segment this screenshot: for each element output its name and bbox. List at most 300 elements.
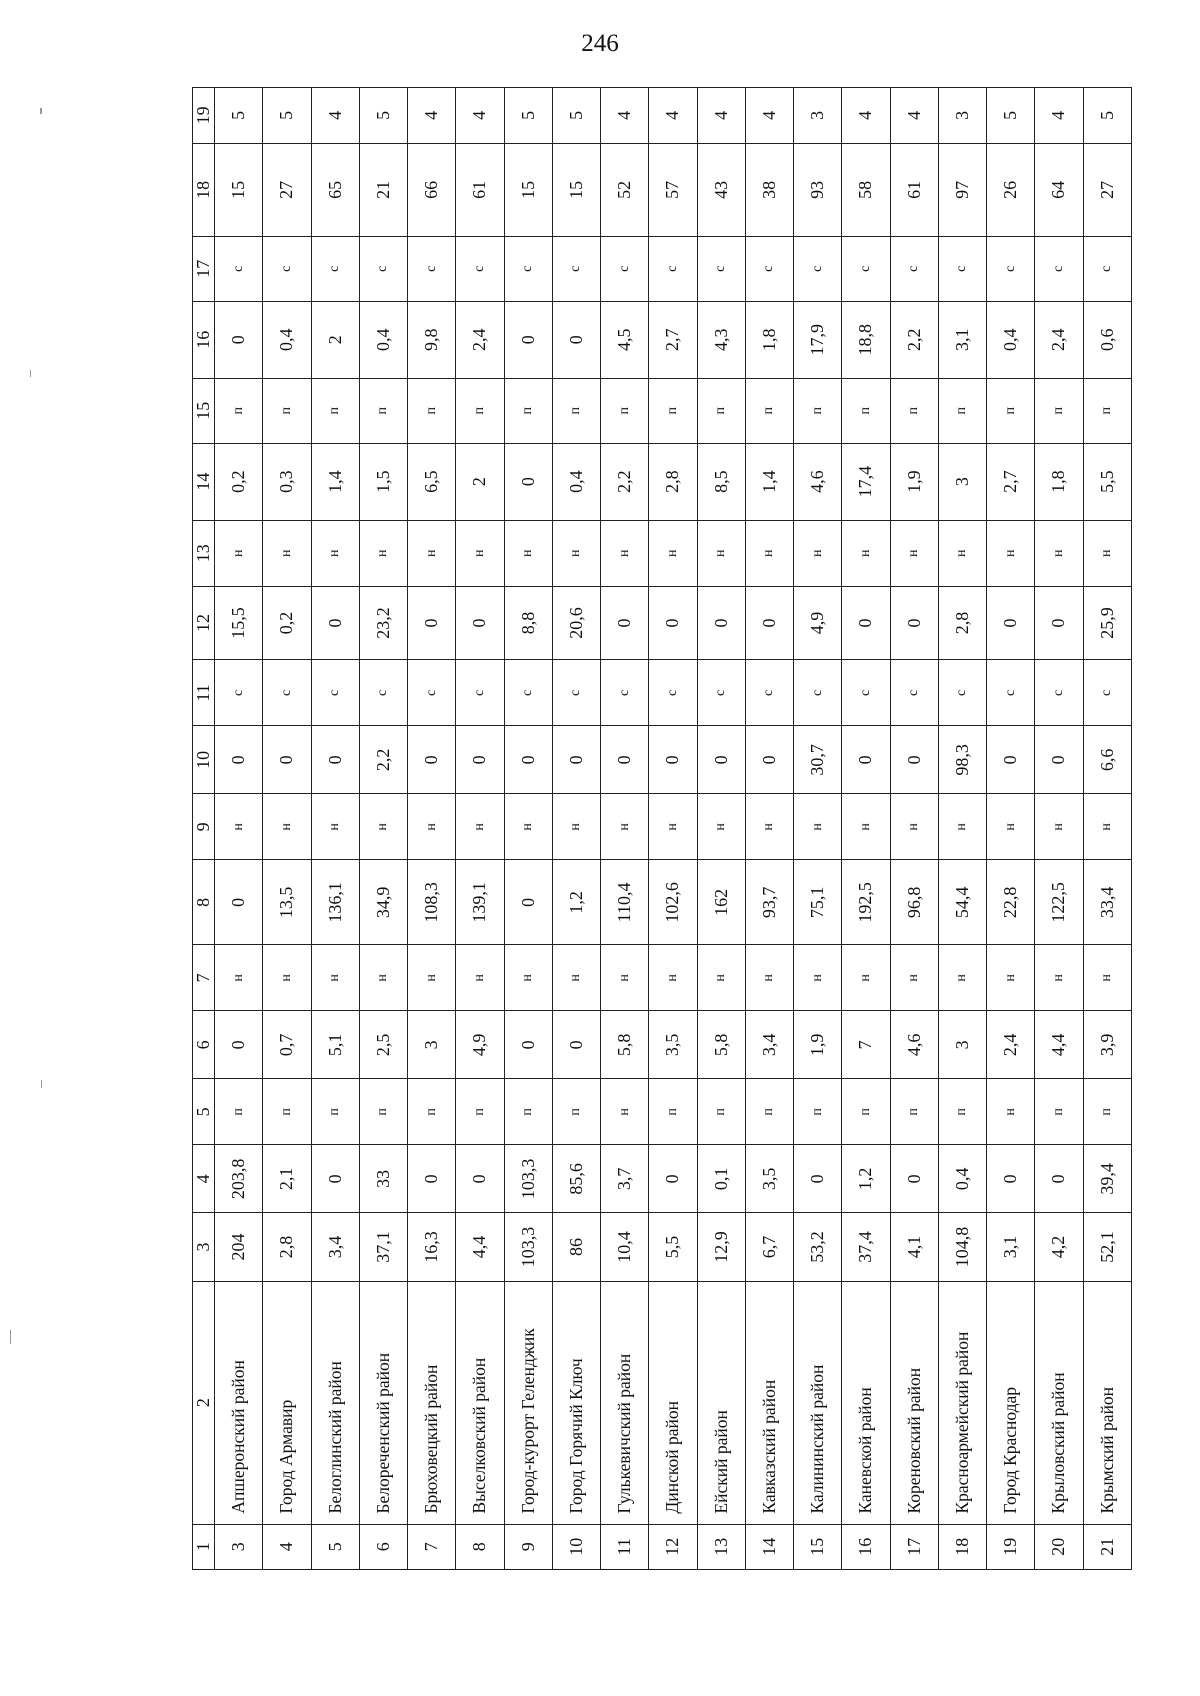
table-cell: 103,3 bbox=[504, 1213, 552, 1281]
table-cell: 0,1 bbox=[697, 1145, 745, 1213]
table-cell: 30,7 bbox=[794, 726, 842, 794]
table-cell: 0 bbox=[649, 726, 697, 794]
table-cell: 2,2 bbox=[890, 301, 938, 378]
table-cell: с bbox=[408, 236, 456, 301]
table-cell: н bbox=[263, 945, 311, 1011]
table-cell: 0 bbox=[890, 726, 938, 794]
district-name-cell: Выселковский район bbox=[456, 1281, 504, 1524]
column-header-7: 7 bbox=[193, 945, 215, 1011]
table-cell: н bbox=[987, 1079, 1035, 1145]
table-row bbox=[1035, 88, 1083, 1570]
table-cell: с bbox=[359, 236, 407, 301]
table-cell: 0 bbox=[263, 726, 311, 794]
table-cell: н bbox=[311, 794, 359, 860]
district-name-cell: Апшеронский район bbox=[215, 1281, 263, 1524]
table-cell: 5,1 bbox=[311, 1011, 359, 1079]
table-cell: 0 bbox=[504, 301, 552, 378]
scan-speck bbox=[40, 108, 42, 114]
table-cell: 15 bbox=[215, 143, 263, 236]
table-cell: н bbox=[504, 945, 552, 1011]
table-row bbox=[890, 88, 938, 1570]
table-cell: 61 bbox=[890, 143, 938, 236]
table-cell: н bbox=[456, 945, 504, 1011]
table-cell: 37,1 bbox=[359, 1213, 407, 1281]
table-cell: п bbox=[697, 378, 745, 443]
table-cell: 2,2 bbox=[359, 726, 407, 794]
table-cell: 14 bbox=[745, 1524, 793, 1569]
table-cell: с bbox=[359, 660, 407, 726]
table-cell: с bbox=[1035, 660, 1083, 726]
table-cell: 0 bbox=[504, 726, 552, 794]
table-cell: п bbox=[649, 1079, 697, 1145]
table-cell: 33 bbox=[359, 1145, 407, 1213]
table-cell: н bbox=[1083, 945, 1132, 1011]
table-cell: 162 bbox=[697, 860, 745, 945]
table-cell: 86 bbox=[552, 1213, 600, 1281]
table-cell: н bbox=[408, 794, 456, 860]
table-cell: 4,6 bbox=[890, 1011, 938, 1079]
table-cell: 0,6 bbox=[1083, 301, 1132, 378]
table-cell: 4,2 bbox=[1035, 1213, 1083, 1281]
district-name-cell: Красноармейский район bbox=[938, 1281, 986, 1524]
table-cell: 104,8 bbox=[938, 1213, 986, 1281]
table-cell: н bbox=[649, 794, 697, 860]
table-cell: 4,9 bbox=[456, 1011, 504, 1079]
table-cell: 3 bbox=[215, 1524, 263, 1569]
table-cell: 0,3 bbox=[263, 443, 311, 520]
table-cell: с bbox=[890, 660, 938, 726]
table-cell: н bbox=[649, 520, 697, 586]
table-cell: с bbox=[456, 660, 504, 726]
table-cell: с bbox=[215, 236, 263, 301]
table-cell: 0 bbox=[552, 1011, 600, 1079]
table-cell: 2,5 bbox=[359, 1011, 407, 1079]
table-cell: 15,5 bbox=[215, 586, 263, 660]
table-cell: 43 bbox=[697, 143, 745, 236]
table-row bbox=[215, 88, 263, 1570]
table-cell: 4,9 bbox=[794, 586, 842, 660]
table-cell: н bbox=[938, 520, 986, 586]
table-cell: 93 bbox=[794, 143, 842, 236]
table-cell: 53,2 bbox=[794, 1213, 842, 1281]
table-cell: 3 bbox=[938, 88, 986, 144]
table-cell: 5 bbox=[1083, 88, 1132, 144]
district-name-cell: Город-курорт Геленджик bbox=[504, 1281, 552, 1524]
table-cell: 0 bbox=[987, 726, 1035, 794]
table-cell: п bbox=[745, 1079, 793, 1145]
table-cell: 3 bbox=[938, 443, 986, 520]
table-cell: 1,8 bbox=[1035, 443, 1083, 520]
table-cell: п bbox=[263, 1079, 311, 1145]
table-cell: 4,6 bbox=[794, 443, 842, 520]
table-cell: 27 bbox=[1083, 143, 1132, 236]
table-cell: 64 bbox=[1035, 143, 1083, 236]
table-cell: н bbox=[842, 794, 890, 860]
table-cell: с bbox=[601, 236, 649, 301]
table-cell: с bbox=[842, 236, 890, 301]
table-cell: с bbox=[601, 660, 649, 726]
table-cell: н bbox=[263, 520, 311, 586]
table-cell: 33,4 bbox=[1083, 860, 1132, 945]
table-cell: 139,1 bbox=[456, 860, 504, 945]
table-cell: 0 bbox=[504, 1011, 552, 1079]
table-cell: 103,3 bbox=[504, 1145, 552, 1213]
table-cell: п bbox=[1035, 1079, 1083, 1145]
table-cell: 4 bbox=[456, 88, 504, 144]
table-cell: с bbox=[311, 236, 359, 301]
table-row bbox=[263, 88, 311, 1570]
table-cell: 0 bbox=[215, 726, 263, 794]
table-row bbox=[601, 88, 649, 1570]
column-header-12: 12 bbox=[193, 586, 215, 660]
table-cell: 4 bbox=[263, 1524, 311, 1569]
table-cell: п bbox=[552, 378, 600, 443]
table-cell: 15 bbox=[552, 143, 600, 236]
table-cell: 0,4 bbox=[938, 1145, 986, 1213]
table-cell: п bbox=[987, 378, 1035, 443]
column-header-14: 14 bbox=[193, 443, 215, 520]
table-cell: 38 bbox=[745, 143, 793, 236]
column-header-5: 5 bbox=[193, 1079, 215, 1145]
table-cell: с bbox=[794, 660, 842, 726]
table-cell: н bbox=[1035, 945, 1083, 1011]
table-cell: н bbox=[842, 945, 890, 1011]
table-cell: 0 bbox=[456, 1145, 504, 1213]
table-row bbox=[745, 88, 793, 1570]
table-cell: 3,5 bbox=[745, 1145, 793, 1213]
table-cell: 0 bbox=[552, 726, 600, 794]
table-cell: п bbox=[311, 1079, 359, 1145]
table-cell: 0 bbox=[215, 860, 263, 945]
table-cell: н bbox=[359, 945, 407, 1011]
table-cell: п bbox=[408, 378, 456, 443]
table-cell: 19 bbox=[987, 1524, 1035, 1569]
table-row bbox=[794, 88, 842, 1570]
table-cell: 39,4 bbox=[1083, 1145, 1132, 1213]
table-cell: 0 bbox=[1035, 726, 1083, 794]
district-name-cell: Динской район bbox=[649, 1281, 697, 1524]
table-cell: н bbox=[987, 945, 1035, 1011]
table-cell: 1,2 bbox=[552, 860, 600, 945]
table-cell: н bbox=[552, 794, 600, 860]
table-row bbox=[987, 88, 1035, 1570]
table-cell: 1,9 bbox=[794, 1011, 842, 1079]
table-row bbox=[408, 88, 456, 1570]
table-cell: 4 bbox=[601, 88, 649, 144]
table-cell: 4,3 bbox=[697, 301, 745, 378]
table-cell: 3,4 bbox=[745, 1011, 793, 1079]
table-cell: н bbox=[1035, 520, 1083, 586]
table-cell: с bbox=[697, 236, 745, 301]
table-cell: с bbox=[890, 236, 938, 301]
table-cell: 1,8 bbox=[745, 301, 793, 378]
table-cell: 0 bbox=[890, 586, 938, 660]
table-cell: 57 bbox=[649, 143, 697, 236]
table-cell: 13,5 bbox=[263, 860, 311, 945]
table-cell: 9 bbox=[504, 1524, 552, 1569]
table-cell: п bbox=[890, 1079, 938, 1145]
table-cell: 21 bbox=[359, 143, 407, 236]
table-cell: н bbox=[408, 520, 456, 586]
table-cell: 5,5 bbox=[1083, 443, 1132, 520]
table-cell: с bbox=[938, 236, 986, 301]
district-name-cell: Калининский район bbox=[794, 1281, 842, 1524]
table-cell: 4 bbox=[408, 88, 456, 144]
table-cell: 20,6 bbox=[552, 586, 600, 660]
table-cell: 16,3 bbox=[408, 1213, 456, 1281]
column-header-19: 19 bbox=[193, 88, 215, 144]
table-cell: н bbox=[215, 945, 263, 1011]
table-cell: 1,9 bbox=[890, 443, 938, 520]
table-cell: 8,5 bbox=[697, 443, 745, 520]
table-cell: н bbox=[504, 794, 552, 860]
table-cell: 23,2 bbox=[359, 586, 407, 660]
table-cell: 25,9 bbox=[1083, 586, 1132, 660]
table-cell: 204 bbox=[215, 1213, 263, 1281]
table-cell: 15 bbox=[794, 1524, 842, 1569]
table-cell: п bbox=[1083, 378, 1132, 443]
table-cell: 0,4 bbox=[987, 301, 1035, 378]
table-cell: 13 bbox=[697, 1524, 745, 1569]
table-cell: н bbox=[987, 794, 1035, 860]
table-cell: 3 bbox=[938, 1011, 986, 1079]
table-cell: 0 bbox=[456, 726, 504, 794]
table-cell: п bbox=[842, 378, 890, 443]
table-cell: 3,5 bbox=[649, 1011, 697, 1079]
district-name-cell: Гулькевичский район bbox=[601, 1281, 649, 1524]
table-cell: 4 bbox=[890, 88, 938, 144]
table-cell: 5 bbox=[215, 88, 263, 144]
table-cell: н bbox=[794, 945, 842, 1011]
table-row bbox=[359, 88, 407, 1570]
table-cell: п bbox=[890, 378, 938, 443]
table-cell: 0 bbox=[745, 726, 793, 794]
table-cell: 6,7 bbox=[745, 1213, 793, 1281]
table-cell: 0,4 bbox=[263, 301, 311, 378]
table-cell: п bbox=[215, 1079, 263, 1145]
table-cell: 12,9 bbox=[697, 1213, 745, 1281]
table-cell: с bbox=[745, 236, 793, 301]
table-cell: п bbox=[1035, 378, 1083, 443]
table-cell: 26 bbox=[987, 143, 1035, 236]
table-cell: 1,4 bbox=[311, 443, 359, 520]
table-cell: 5,8 bbox=[601, 1011, 649, 1079]
table-cell: 0 bbox=[1035, 1145, 1083, 1213]
table-cell: с bbox=[456, 236, 504, 301]
table-cell: 5 bbox=[263, 88, 311, 144]
table-cell: 0 bbox=[215, 1011, 263, 1079]
table-cell: н bbox=[938, 945, 986, 1011]
table-cell: 7 bbox=[408, 1524, 456, 1569]
table-cell: 2,2 bbox=[601, 443, 649, 520]
table-cell: 0 bbox=[504, 860, 552, 945]
district-name-cell: Кореновский район bbox=[890, 1281, 938, 1524]
table-cell: 4,4 bbox=[456, 1213, 504, 1281]
table-cell: 0 bbox=[987, 586, 1035, 660]
district-name-cell: Кавказский район bbox=[745, 1281, 793, 1524]
table-row bbox=[938, 88, 986, 1570]
table-cell: н bbox=[359, 520, 407, 586]
table-cell: 10,4 bbox=[601, 1213, 649, 1281]
table-cell: 122,5 bbox=[1035, 860, 1083, 945]
table-cell: 66 bbox=[408, 143, 456, 236]
table-cell: п bbox=[794, 1079, 842, 1145]
table-cell: 10 bbox=[552, 1524, 600, 1569]
scan-speck bbox=[30, 370, 31, 377]
table-cell: с bbox=[697, 660, 745, 726]
table-cell: 11 bbox=[601, 1524, 649, 1569]
table-cell: н bbox=[745, 520, 793, 586]
column-header-10: 10 bbox=[193, 726, 215, 794]
district-name-cell: Город Горячий Ключ bbox=[552, 1281, 600, 1524]
table-cell: 0 bbox=[408, 586, 456, 660]
district-name-cell: Каневской район bbox=[842, 1281, 890, 1524]
table-cell: 0 bbox=[311, 726, 359, 794]
table-cell: 18 bbox=[938, 1524, 986, 1569]
table-cell: 0 bbox=[311, 1145, 359, 1213]
table-cell: с bbox=[552, 660, 600, 726]
table-cell: 12 bbox=[649, 1524, 697, 1569]
table-cell: 98,3 bbox=[938, 726, 986, 794]
table-cell: с bbox=[649, 236, 697, 301]
table-cell: 4 bbox=[745, 88, 793, 144]
table-cell: 7 bbox=[842, 1011, 890, 1079]
column-header-11: 11 bbox=[193, 660, 215, 726]
table-cell: 0 bbox=[842, 586, 890, 660]
header-row bbox=[193, 88, 215, 1570]
table-cell: 3,9 bbox=[1083, 1011, 1132, 1079]
table-cell: 0 bbox=[745, 586, 793, 660]
table-cell: 0 bbox=[987, 1145, 1035, 1213]
table-row bbox=[311, 88, 359, 1570]
table-cell: 2,4 bbox=[1035, 301, 1083, 378]
table-cell: н bbox=[890, 945, 938, 1011]
district-name-cell: Город Краснодар bbox=[987, 1281, 1035, 1524]
table-cell: с bbox=[649, 660, 697, 726]
table-cell: п bbox=[408, 1079, 456, 1145]
table-cell: н bbox=[745, 794, 793, 860]
table-cell: 2,4 bbox=[987, 1011, 1035, 1079]
table-cell: н bbox=[552, 945, 600, 1011]
table-row bbox=[552, 88, 600, 1570]
table-cell: 16 bbox=[842, 1524, 890, 1569]
table-cell: 4 bbox=[311, 88, 359, 144]
scan-speck bbox=[41, 1080, 42, 1088]
table-cell: н bbox=[794, 520, 842, 586]
district-name-cell: Белореченский район bbox=[359, 1281, 407, 1524]
table-cell: 2 bbox=[456, 443, 504, 520]
district-name-cell: Крымский район bbox=[1083, 1281, 1132, 1524]
table-row bbox=[649, 88, 697, 1570]
table-cell: 15 bbox=[504, 143, 552, 236]
district-name-cell: Крыловский район bbox=[1035, 1281, 1083, 1524]
table-cell: 3 bbox=[794, 88, 842, 144]
table-row bbox=[456, 88, 504, 1570]
table-cell: с bbox=[794, 236, 842, 301]
table-cell: 110,4 bbox=[601, 860, 649, 945]
column-header-2: 2 bbox=[193, 1281, 215, 1524]
table-cell: 5 bbox=[359, 88, 407, 144]
table-cell: 61 bbox=[456, 143, 504, 236]
page-number: 246 bbox=[581, 30, 619, 57]
table-cell: с bbox=[987, 660, 1035, 726]
table-cell: 17 bbox=[890, 1524, 938, 1569]
column-header-9: 9 bbox=[193, 794, 215, 860]
table-cell: 5 bbox=[311, 1524, 359, 1569]
table-cell: с bbox=[938, 660, 986, 726]
table-cell: с bbox=[987, 236, 1035, 301]
table-row bbox=[842, 88, 890, 1570]
table-cell: 54,4 bbox=[938, 860, 986, 945]
table-cell: п bbox=[504, 378, 552, 443]
table-cell: с bbox=[552, 236, 600, 301]
table-cell: 0 bbox=[552, 301, 600, 378]
table-cell: 4,5 bbox=[601, 301, 649, 378]
table-row bbox=[697, 88, 745, 1570]
table-cell: 0 bbox=[1035, 586, 1083, 660]
table-cell: н bbox=[697, 520, 745, 586]
table-cell: 102,6 bbox=[649, 860, 697, 945]
table-cell: п bbox=[1083, 1079, 1132, 1145]
table-cell: 5 bbox=[504, 88, 552, 144]
table-cell: 4 bbox=[649, 88, 697, 144]
table-cell: 0 bbox=[408, 1145, 456, 1213]
table-cell: 52,1 bbox=[1083, 1213, 1132, 1281]
table-cell: 0,7 bbox=[263, 1011, 311, 1079]
table-cell: с bbox=[263, 236, 311, 301]
table-cell: 34,9 bbox=[359, 860, 407, 945]
table-cell: 0 bbox=[504, 443, 552, 520]
table-cell: 0 bbox=[408, 726, 456, 794]
table-cell: с bbox=[263, 660, 311, 726]
table-cell: н bbox=[601, 520, 649, 586]
table-cell: 192,5 bbox=[842, 860, 890, 945]
table-cell: п bbox=[456, 1079, 504, 1145]
table-cell: п bbox=[359, 378, 407, 443]
table-cell: 97 bbox=[938, 143, 986, 236]
column-header-16: 16 bbox=[193, 301, 215, 378]
table-cell: 9,8 bbox=[408, 301, 456, 378]
table-cell: 2,8 bbox=[649, 443, 697, 520]
table-row bbox=[1083, 88, 1132, 1570]
scan-speck bbox=[10, 1330, 11, 1344]
table-cell: с bbox=[745, 660, 793, 726]
table-cell: н bbox=[745, 945, 793, 1011]
table-cell: 5,5 bbox=[649, 1213, 697, 1281]
table-cell: н bbox=[697, 945, 745, 1011]
table-cell: 75,1 bbox=[794, 860, 842, 945]
table-cell: 0,2 bbox=[215, 443, 263, 520]
table-cell: 4 bbox=[842, 88, 890, 144]
table-cell: 0 bbox=[311, 586, 359, 660]
table-cell: н bbox=[359, 794, 407, 860]
table-cell: н bbox=[311, 945, 359, 1011]
table-cell: п bbox=[215, 378, 263, 443]
table-cell: п bbox=[311, 378, 359, 443]
table-cell: 93,7 bbox=[745, 860, 793, 945]
column-header-13: 13 bbox=[193, 520, 215, 586]
table-cell: н bbox=[938, 794, 986, 860]
table-cell: 85,6 bbox=[552, 1145, 600, 1213]
table-cell: н bbox=[1083, 794, 1132, 860]
table-cell: п bbox=[697, 1079, 745, 1145]
table-cell: 17,4 bbox=[842, 443, 890, 520]
table-cell: 8,8 bbox=[504, 586, 552, 660]
table-cell: с bbox=[1083, 236, 1132, 301]
table-cell: 21 bbox=[1083, 1524, 1132, 1569]
table-cell: н bbox=[842, 520, 890, 586]
table-cell: н bbox=[697, 794, 745, 860]
